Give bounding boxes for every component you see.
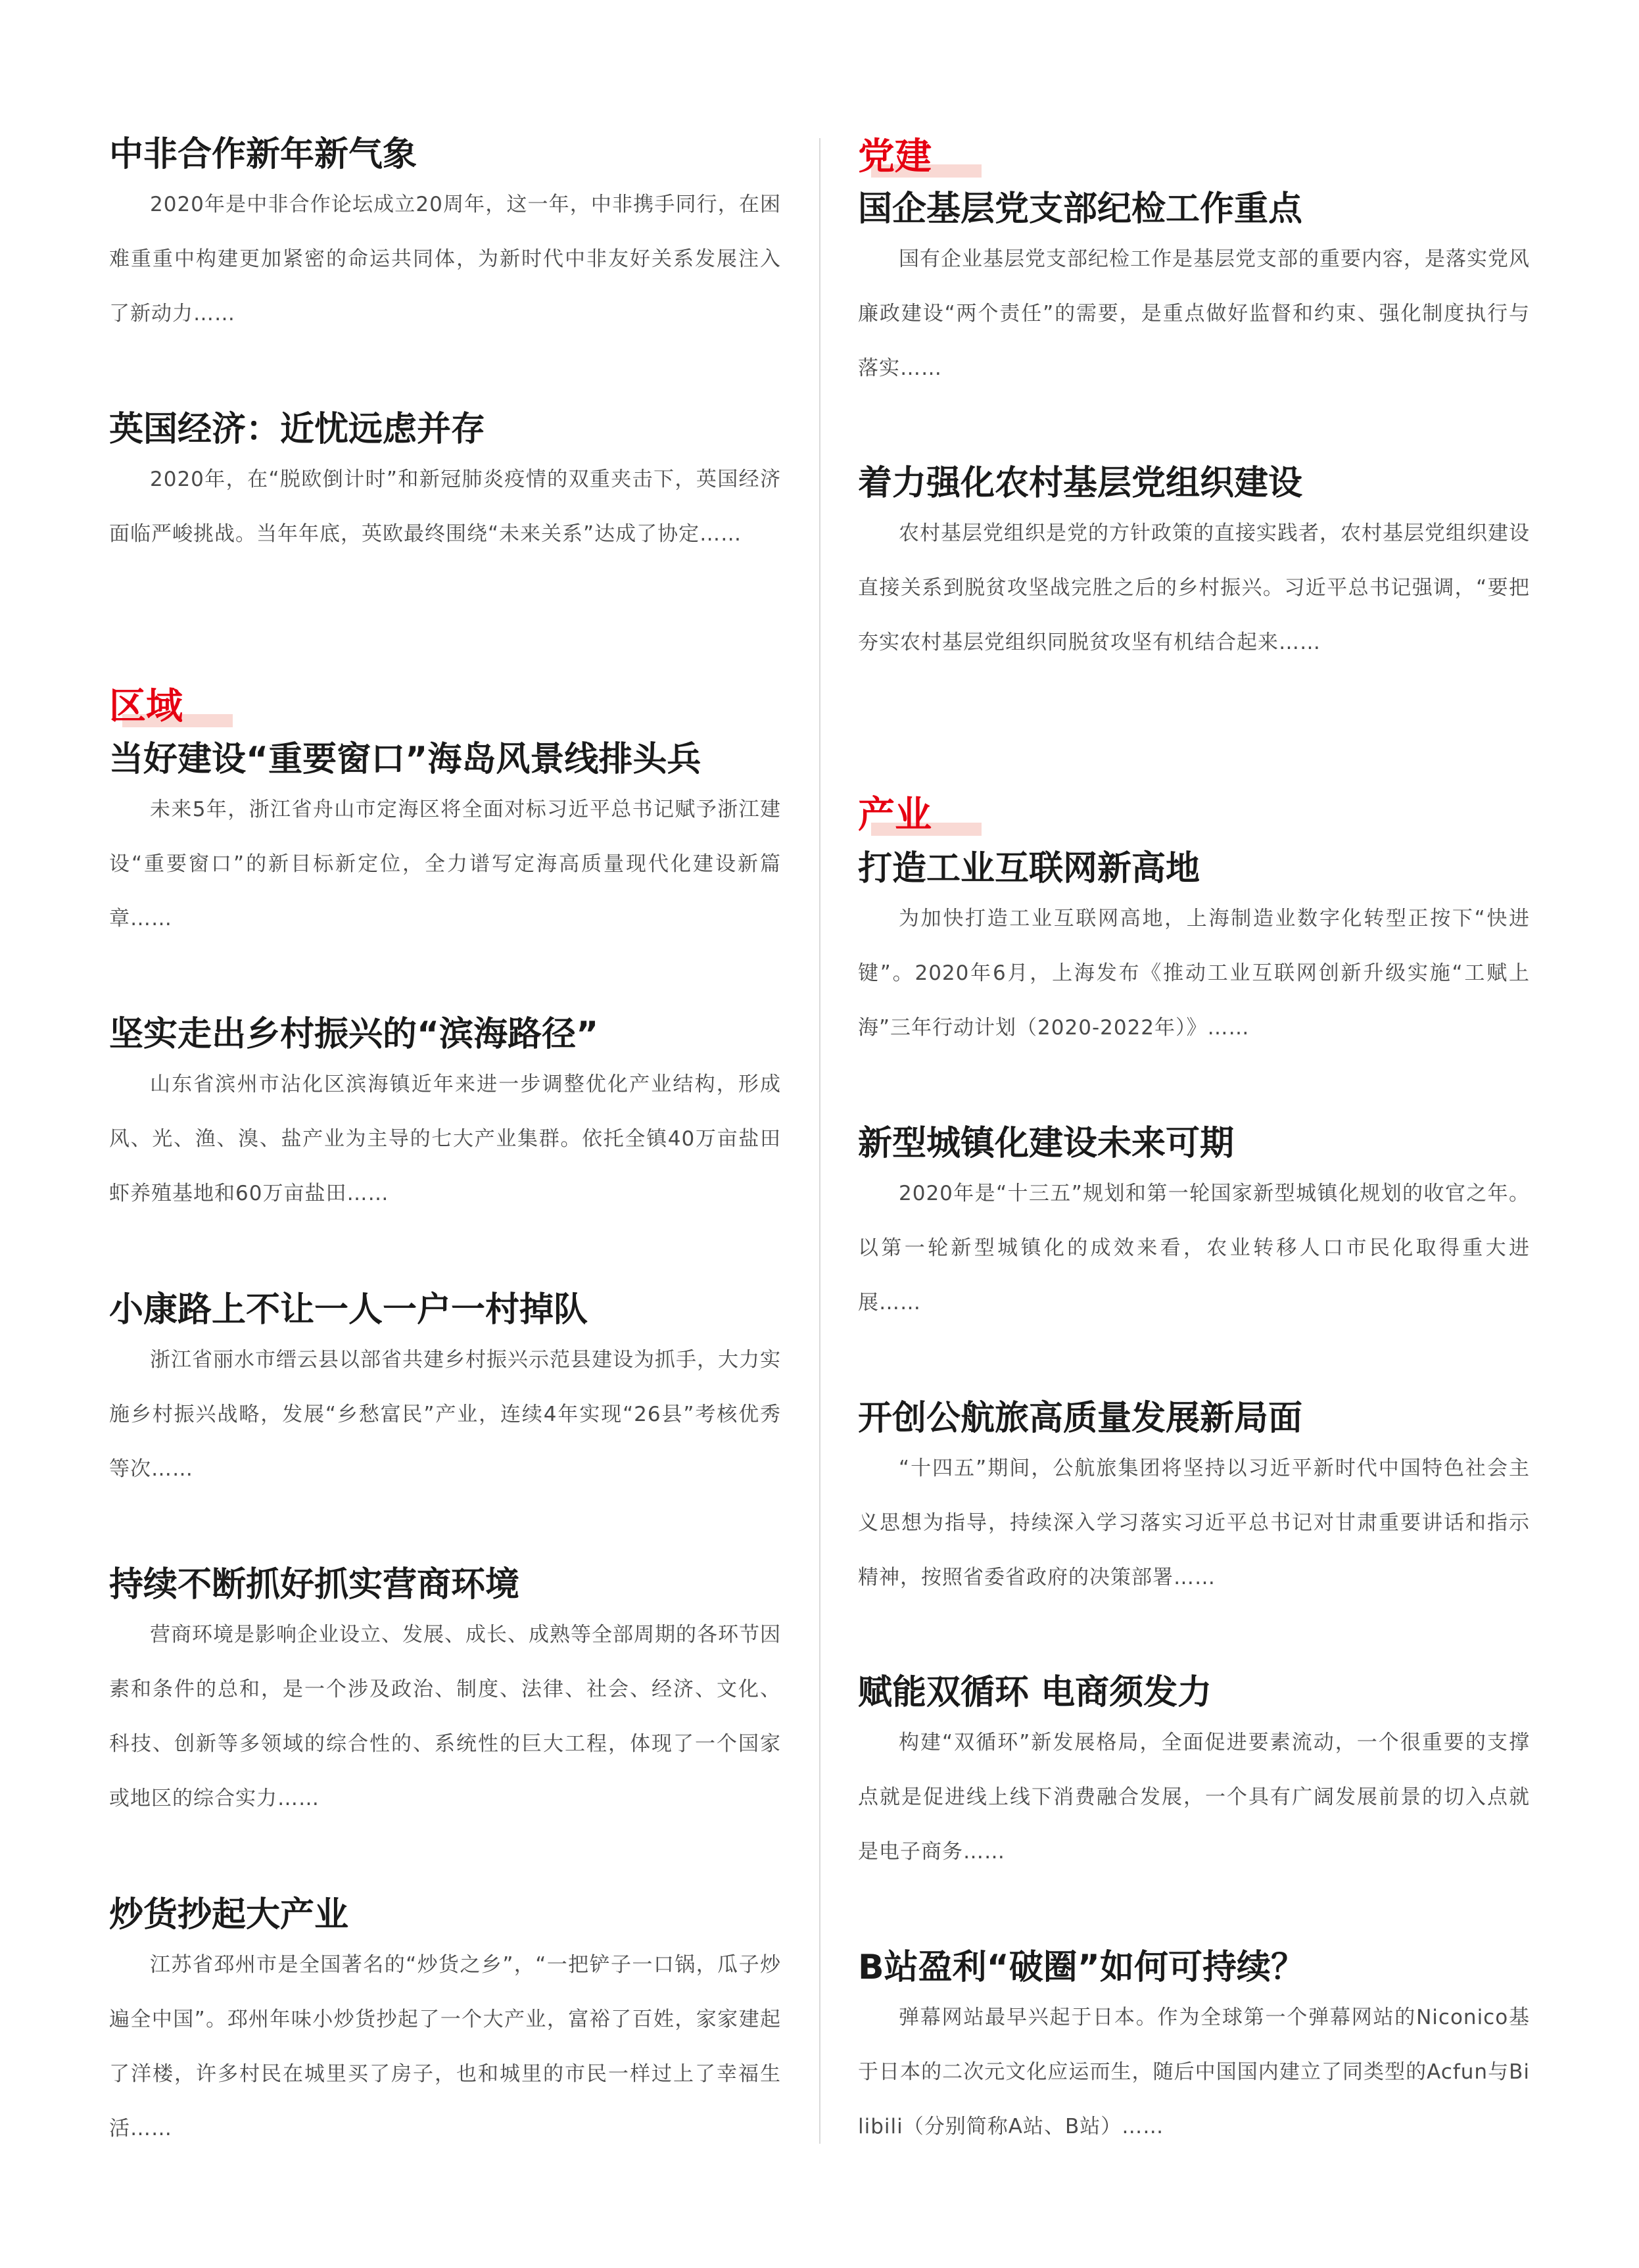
article-title[interactable]: 持续不断抓好抓实营商环境 [109,1565,520,1604]
article-title[interactable]: 坚实走出乡村振兴的“滨海路径” [109,1015,599,1054]
column-divider [819,138,820,2144]
section-header-party [858,134,1016,187]
article-title[interactable]: 英国经济：近忧远虑并存 [109,410,486,449]
article-summary: 农村基层党组织是党的方针政策的直接实践者，农村基层党组织建设直接关系到脱贫攻坚战完胜之后的乡村振兴。习近平总书记强调，“要把夯实农村基层党组织同脱贫攻坚有机结合起来…… [858,521,1530,654]
article-title[interactable]: 中非合作新年新气象 [109,135,417,174]
section-label: 党建 [858,135,932,178]
article[interactable] [858,186,1530,396]
article[interactable] [109,1287,781,1497]
article-title[interactable]: 国企基层党支部纪检工作重点 [858,189,1303,229]
article-title[interactable]: 炒货抄起大产业 [109,1895,349,1935]
article[interactable] [858,1121,1530,1330]
article[interactable] [109,736,781,946]
article-summary: 2020年，在“脱欧倒计时”和新冠肺炎疫情的双重夹击下，英国经济面临严峻挑战。当年年底，英欧最终围绕“未来关系”达成了协定…… [109,468,781,546]
section-label: 产业 [858,794,932,836]
article[interactable] [858,460,1530,670]
article-title[interactable]: 着力强化农村基层党组织建设 [858,464,1303,503]
article[interactable] [858,1944,1530,2154]
article[interactable] [109,1011,781,1221]
article[interactable] [858,846,1530,1055]
article-title[interactable]: 赋能双循环 电商须发力 [858,1673,1212,1712]
article-summary: 浙江省丽水市缙云县以部省共建乡村振兴示范县建设为抓手，大力实施乡村振兴战略，发展“乡愁富民”产业，连续4年实现“26县”考核优秀等次…… [109,1348,781,1481]
article-title[interactable]: 开创公航旅高质量发展新局面 [858,1399,1303,1438]
section-label: 区域 [109,685,183,728]
article[interactable] [109,406,781,562]
section-header-region [109,684,267,736]
article[interactable] [109,1562,781,1826]
article-summary: 国有企业基层党支部纪检工作是基层党支部的重要内容，是落实党风廉政建设“两个责任”的需要，是重点做好监督和约束、强化制度执行与落实…… [858,247,1530,380]
article-title[interactable]: B站盈利“破圈”如何可持续？ [858,1948,1305,1987]
article-summary: 山东省滨州市沾化区滨海镇近年来进一步调整优化产业结构，形成风、光、渔、溴、盐产业为主导的七大产业集群。依托全镇40万亩盐田虾养殖基地和60万亩盐田…… [109,1073,781,1205]
article-summary: “十四五”期间，公航旅集团将坚持以习近平新时代中国特色社会主义思想为指导，持续深入学习落实习近平总书记对甘肃重要讲话和指示精神，按照省委省政府的决策部署…… [858,1457,1530,1589]
article[interactable] [109,132,781,341]
article-summary: 江苏省邳州市是全国著名的“炒货之乡”，“一把铲子一口锅，瓜子炒遍全中国”。邳州年味小炒货抄起了一个大产业，富裕了百姓，家家建起了洋楼，许多村民在城里买了房子，也和城里的市民一样过上了幸福生活…… [109,1953,781,2140]
article-title[interactable]: 打造工业互联网新高地 [858,849,1200,888]
article-summary: 未来5年，浙江省舟山市定海区将全面对标习近平总书记赋予浙江建设“重要窗口”的新目标新定位，全力谱写定海高质量现代化建设新篇章…… [109,798,781,930]
article-title[interactable]: 小康路上不让一人一户一村掉队 [109,1290,588,1330]
article-summary: 弹幕网站最早兴起于日本。作为全球第一个弹幕网站的Niconico基于日本的二次元文化应运而生，随后中国国内建立了同类型的Acfun与Bilibili（分别简称A站、B站）…… [858,2006,1530,2138]
article-summary: 2020年是中非合作论坛成立20周年，这一年，中非携手同行，在困难重重中构建更加紧密的命运共同体，为新时代中非友好关系发展注入了新动力…… [109,193,781,326]
article-summary: 为加快打造工业互联网高地，上海制造业数字化转型正按下“快进键”。2020年6月，上海发布《推动工业互联网创新升级实施“工赋上海”三年行动计划（2020-2022年）》…… [858,907,1530,1040]
article[interactable] [858,1670,1530,1879]
article-summary: 构建“双循环”新发展格局，全面促进要素流动，一个很重要的支撑点就是促进线上线下消费融合发展，一个具有广阔发展前景的切入点就是电子商务…… [858,1731,1530,1864]
article-title[interactable]: 新型城镇化建设未来可期 [858,1124,1235,1163]
article-title[interactable]: 当好建设“重要窗口”海岛风景线排头兵 [109,740,701,779]
article-summary: 营商环境是影响企业设立、发展、成长、成熟等全部周期的各环节因素和条件的总和，是一个涉及政治、制度、法律、社会、经济、文化、科技、创新等多领域的综合性的、系统性的巨大工程，体现了一个国家或地区的综合实力…… [109,1623,781,1810]
article[interactable] [858,1395,1530,1605]
section-header-industry [858,792,1016,845]
article[interactable] [109,1892,781,2156]
article-summary: 2020年是“十三五”规划和第一轮国家新型城镇化规划的收官之年。以第一轮新型城镇化的成效来看，农业转移人口市民化取得重大进展…… [858,1182,1530,1315]
